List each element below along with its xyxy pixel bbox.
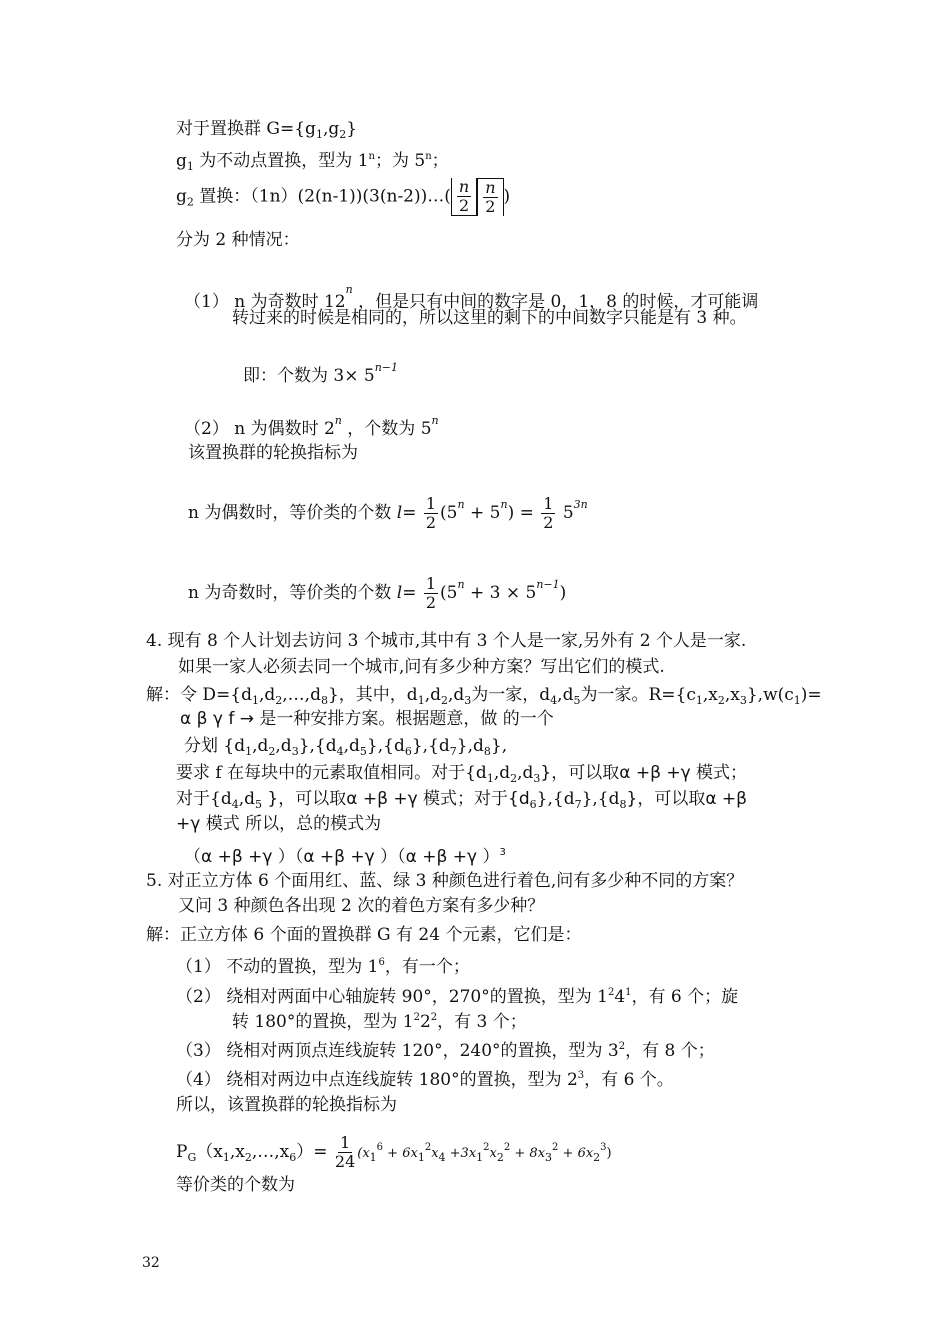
sub: 1 xyxy=(222,1151,230,1164)
sub: 6 xyxy=(404,745,412,758)
exponent: n xyxy=(334,414,342,427)
text: 对于置换群 G={g xyxy=(176,119,316,139)
exponent: n xyxy=(457,578,465,591)
text: + 6x xyxy=(558,1146,594,1161)
text: 为一家。R={c xyxy=(580,685,696,705)
sub: 1 xyxy=(793,694,801,707)
text: 即：个数为 3× 5 xyxy=(243,366,375,386)
solution-5-line1 xyxy=(146,924,581,946)
sup: 2 xyxy=(424,1142,432,1153)
solution-5-item1 xyxy=(176,952,470,978)
sub: 2 xyxy=(244,1151,252,1164)
denominator: 2 xyxy=(543,513,554,532)
equation-odd xyxy=(188,574,566,612)
text: },{d xyxy=(536,789,575,809)
line-cases xyxy=(176,229,300,251)
fraction xyxy=(483,179,497,216)
text: P xyxy=(176,1142,188,1162)
problem-4-line1 xyxy=(146,630,746,652)
text: 分为 2 种情况： xyxy=(176,230,300,250)
sub: 7 xyxy=(449,745,457,758)
text: 转 180°的置换，型为 1 xyxy=(232,1012,414,1032)
solution-5-cycle-label xyxy=(176,1094,397,1116)
sub: 1 xyxy=(245,745,253,758)
sub: 7 xyxy=(574,798,582,811)
equation-even xyxy=(188,494,588,532)
sup: 2 xyxy=(483,1142,490,1153)
denominator: 2 xyxy=(485,197,496,216)
fraction xyxy=(541,495,555,532)
text: 分划 {d xyxy=(184,736,246,756)
text: + 5 xyxy=(464,503,501,523)
sup: 6 xyxy=(376,1142,384,1153)
text: },{d xyxy=(366,736,405,756)
text: x xyxy=(431,1146,439,1161)
sup: 2 xyxy=(413,1012,420,1023)
case-1-line2 xyxy=(232,307,747,329)
text: （2） 绕相对两面中心轴旋转 90°，270°的置换，型为 1 xyxy=(176,987,608,1007)
sub: 2 xyxy=(268,745,276,758)
sup: 2 xyxy=(552,1142,559,1153)
sub: 2 xyxy=(186,195,194,209)
denominator: 2 xyxy=(425,593,437,612)
numerator: 1 xyxy=(425,574,437,593)
text: n 为奇数时，等价类的个数 xyxy=(188,583,397,603)
sub: 1 xyxy=(251,694,259,707)
sub: 1 xyxy=(369,1151,377,1164)
text: ，有 3 个； xyxy=(437,1012,527,1032)
text: 4. 现有 8 个人计划去访问 3 个城市,其中有 3 个人是一家,另外有 2 个人是一家. xyxy=(146,631,747,651)
sub: 2 xyxy=(496,1151,504,1164)
text: ,d xyxy=(493,763,511,783)
solution-4-pattern xyxy=(184,842,506,868)
sup: 1 xyxy=(625,987,632,998)
ceil-bracket xyxy=(477,178,503,216)
cycle-index-label xyxy=(188,442,358,464)
text: },w(c xyxy=(746,685,794,705)
sub: 5 xyxy=(359,745,367,758)
problem-5-line1 xyxy=(146,870,743,892)
solution-4-line6 xyxy=(176,813,381,835)
problem-4-line2 xyxy=(178,656,665,678)
text: ，有 6 个；旋 xyxy=(631,987,739,1007)
text: = xyxy=(402,583,422,603)
numerator: n xyxy=(485,178,496,197)
fraction xyxy=(424,575,438,612)
sub: 6 xyxy=(529,798,537,811)
sup: 2 xyxy=(503,1142,511,1153)
numerator: n xyxy=(458,177,470,196)
text: 4 xyxy=(614,987,626,1007)
text: 为一家，d xyxy=(471,685,551,705)
text: }，可以取α +β +γ 模式；对于{d xyxy=(262,789,530,809)
sub: G xyxy=(187,1151,197,1164)
sub: 5 xyxy=(255,798,262,811)
numerator: 1 xyxy=(425,494,437,513)
sub: 1 xyxy=(417,694,425,707)
sub: 3 xyxy=(533,772,541,785)
var-l: l xyxy=(396,583,403,603)
sup: 6 xyxy=(378,957,385,968)
text: },{d xyxy=(298,736,337,756)
numerator: 1 xyxy=(339,1133,351,1152)
line-group-def xyxy=(176,118,357,146)
text: + 3 × 5 xyxy=(464,583,537,603)
sub: 1 xyxy=(695,694,703,707)
sub: 5 xyxy=(573,694,581,707)
sub: 3 xyxy=(739,694,747,707)
floor-bracket xyxy=(451,178,477,216)
text: ,d xyxy=(343,736,360,756)
case-1-count xyxy=(243,357,398,387)
text: （1） 不动的置换，型为 1 xyxy=(176,957,379,977)
text: 要求 f 在每块中的元素取值相同。对于{d xyxy=(176,763,487,783)
text: +γ 模式 所以，总的模式为 xyxy=(176,814,382,834)
text: (5 xyxy=(440,583,458,603)
text: ，但是只有中间的数字是 0，1，8 的时候，才可能调 xyxy=(352,292,759,312)
text: = xyxy=(402,503,422,523)
sub: 1 xyxy=(417,1151,425,1164)
sup: n xyxy=(368,151,375,162)
text: α β γ f → 是一种安排方案。根据题意，做 的一个 xyxy=(180,709,554,729)
text: g xyxy=(176,151,187,171)
exponent: n xyxy=(345,283,353,296)
solution-5-item3 xyxy=(176,1036,715,1062)
solution-4-line5 xyxy=(176,788,747,816)
text: ) xyxy=(559,583,567,603)
text: 等价类的个数为 xyxy=(176,1175,295,1195)
fraction xyxy=(424,495,438,532)
text: ,d xyxy=(447,685,465,705)
sub: 1 xyxy=(186,160,194,173)
text: 所以，该置换群的轮换指标为 xyxy=(176,1095,397,1115)
exponent: 3n xyxy=(573,498,588,511)
sub: 8 xyxy=(320,694,328,707)
exponent: n xyxy=(431,414,439,427)
text: + 6x xyxy=(383,1146,418,1161)
denominator: 24 xyxy=(334,1152,356,1171)
fraction xyxy=(335,1134,355,1171)
sub: 3 xyxy=(464,694,472,707)
text: 对于{d xyxy=(176,789,232,809)
text: }, xyxy=(490,736,508,756)
text: ，有一个； xyxy=(384,957,470,977)
sup: 3 xyxy=(600,1142,607,1153)
text: 为不动点置换，型为 1 xyxy=(193,151,369,171)
text: 解：正立方体 6 个面的置换群 G 有 24 个元素，它们是： xyxy=(146,925,582,945)
text: }，其中，d xyxy=(327,685,418,705)
var-l: l xyxy=(396,503,403,523)
text: (x xyxy=(357,1146,370,1161)
text: ，个数为 5 xyxy=(341,419,432,439)
line-g1 xyxy=(176,146,449,178)
sub: 4 xyxy=(336,745,344,758)
text: },{d xyxy=(581,789,620,809)
text: 5. 对正立方体 6 个面用红、蓝、绿 3 种颜色进行着色,问有多少种不同的方案？ xyxy=(146,871,744,891)
sub: 4 xyxy=(438,1151,446,1164)
text: ,d xyxy=(238,789,255,809)
text: ； xyxy=(431,151,449,171)
solution-5-item2 xyxy=(176,982,738,1008)
solution-5-item4 xyxy=(176,1065,674,1091)
text: 如果一家人必须去同一个城市,问有多少种方案？写出它们的模式. xyxy=(178,657,665,677)
text: ) xyxy=(503,186,511,207)
text: },{d xyxy=(411,736,450,756)
exponent: n−1 xyxy=(374,361,398,374)
text: （x xyxy=(196,1142,223,1162)
text: （α +β +γ ）（α +β +γ ）（α +β +γ ） xyxy=(184,847,500,867)
sup: 2 xyxy=(618,1041,626,1052)
solution-5-count-label xyxy=(176,1174,295,1196)
solution-4-line3 xyxy=(184,735,507,763)
page-number xyxy=(142,1252,160,1274)
denominator: 2 xyxy=(458,196,470,215)
fraction xyxy=(457,178,471,215)
text: ,d xyxy=(275,736,292,756)
text: ,d xyxy=(424,685,441,705)
line-g2 xyxy=(176,178,510,216)
sub: 1 xyxy=(315,128,323,141)
text: 解：令 D={d xyxy=(146,685,252,705)
sub: 2 xyxy=(593,1151,601,1164)
sub: 2 xyxy=(339,128,347,141)
text: 2 xyxy=(419,1012,431,1032)
text: )= xyxy=(800,685,822,705)
text: }，可以取α +β +γ 模式； xyxy=(540,763,748,783)
problem-5-line2 xyxy=(178,895,544,917)
solution-5-item2b xyxy=(232,1007,527,1033)
text: }，可以取α +β xyxy=(626,789,748,809)
sub: 3 xyxy=(545,1151,553,1164)
text: ,d xyxy=(517,763,534,783)
text: ,g xyxy=(322,119,340,139)
sup: n xyxy=(425,151,432,162)
text: 又问 3 种颜色各出现 2 次的着色方案有多少种？ xyxy=(178,896,545,916)
solution-4-line4 xyxy=(176,762,747,790)
text: g xyxy=(176,186,187,207)
exponent: n xyxy=(500,498,508,511)
sub: 3 xyxy=(291,745,299,758)
sup: 2 xyxy=(607,987,615,998)
sub: 2 xyxy=(510,772,518,785)
text: ）= xyxy=(296,1142,333,1162)
case-2-line xyxy=(184,410,439,440)
sup: 3 xyxy=(577,1070,585,1081)
text: （3） 绕相对两顶点连线旋转 120°，240°的置换，型为 3 xyxy=(176,1041,619,1061)
text: n 为偶数时，等价类的个数 xyxy=(188,503,397,523)
denominator: 2 xyxy=(425,513,437,532)
sub: 2 xyxy=(440,694,448,707)
exponent: n−1 xyxy=(536,578,560,591)
sub: 4 xyxy=(550,694,558,707)
sub: 2 xyxy=(275,694,283,707)
text: ,…,d xyxy=(282,685,321,705)
text: （2） n 为偶数时 2 xyxy=(184,419,335,439)
text: (5 xyxy=(440,503,458,523)
solution-4-line2 xyxy=(180,708,554,730)
text: },d xyxy=(456,736,484,756)
text: ，有 8 个； xyxy=(625,1041,715,1061)
pg-formula xyxy=(176,1134,612,1171)
text: 该置换群的轮换指标为 xyxy=(188,443,358,463)
text: 5 xyxy=(557,503,574,523)
text: ) = xyxy=(507,503,540,523)
text: ) xyxy=(606,1146,612,1161)
text: （1） n 为奇数时 12 xyxy=(184,292,346,312)
text: （4） 绕相对两边中点连线旋转 180°的置换，型为 2 xyxy=(176,1070,578,1090)
text: ,x xyxy=(229,1142,245,1162)
text: ，有 6 个。 xyxy=(584,1070,674,1090)
text: ,…,x xyxy=(251,1142,290,1162)
exponent: n xyxy=(457,498,465,511)
text: 转过来的时候是相同的，所以这里的剩下的中间数字只能是有 3 种。 xyxy=(232,308,747,328)
text: ,d xyxy=(258,685,276,705)
text: ,x xyxy=(724,685,740,705)
sub: 8 xyxy=(619,798,627,811)
text: ,d xyxy=(252,736,269,756)
text: ,x xyxy=(702,685,718,705)
text: x xyxy=(489,1146,497,1161)
sub: 1 xyxy=(486,772,494,785)
text: ,d xyxy=(557,685,574,705)
text: } xyxy=(346,119,358,139)
page-number-text: 32 xyxy=(142,1255,160,1271)
sup: 2 xyxy=(430,1012,438,1023)
text: ；为 5 xyxy=(374,151,426,171)
numerator: 1 xyxy=(543,494,554,513)
sup: 3 xyxy=(499,847,506,858)
text: + 8x xyxy=(510,1146,546,1161)
sub: 4 xyxy=(231,798,239,811)
text: +3x xyxy=(445,1146,477,1161)
sub: 1 xyxy=(476,1151,484,1164)
sub: 8 xyxy=(483,745,491,758)
sub: 6 xyxy=(289,1151,297,1164)
sub: 2 xyxy=(717,694,725,707)
text: 置换：（1n）(2(n-1))(3(n-2))…( xyxy=(193,186,451,207)
